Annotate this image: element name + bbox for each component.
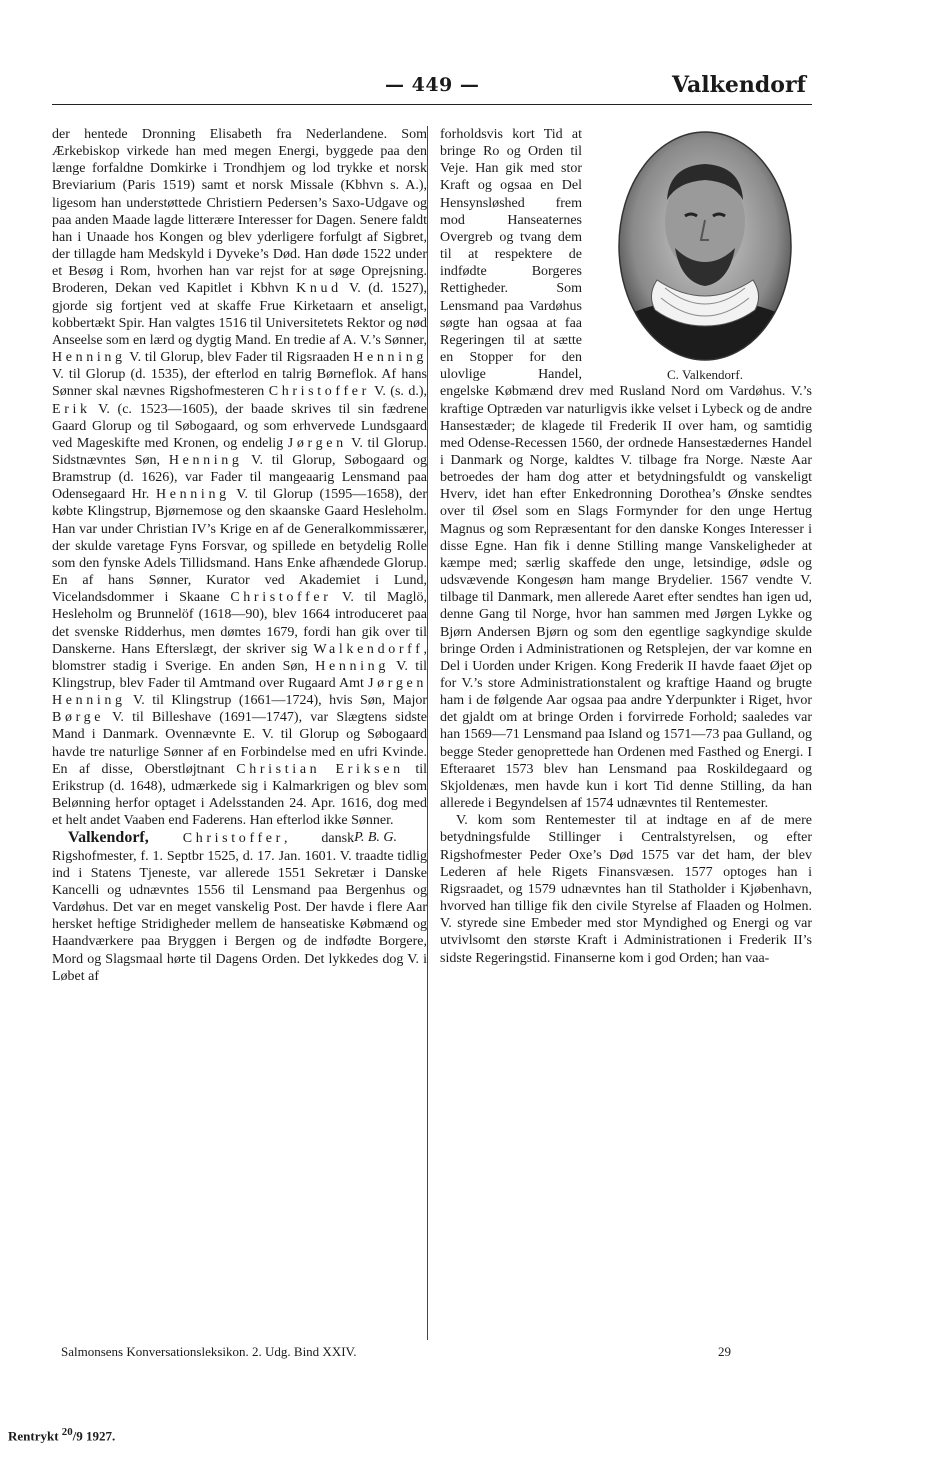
spaced-name: Jørgen Henning — [52, 676, 427, 709]
entry-headword: Valkendorf, — [68, 829, 149, 847]
footer-sheet-number: 29 — [718, 1344, 731, 1359]
continued-paragraph: forholdsvis kort Tid at bringe Ro og Orden til Veje. Han gik med stor Kraft og ogsaa en Del Hensynsløshed frem mod Hanseaternes Overgreb og tvang dem til at respektere de indfødte Borgeres Rettigheder. Som Lensmand paa Vardøhus søgte han ogsaa at faa Regeringen til at sætte en Stopper for den ulovlige Handel, engelske Købmænd drev med Rusland Nord om Vardøhus. V.’s kraftige Optræden var naturligvis ikke velset i Lybeck og de andre Hansestæder; de klagede til Frederik II over ham, og samtidig med Odense-Recessen 1560, der ordnede Hansestædernes Handel i Danmark og Norge, kaldtes V. tilbage fra Norge. Næste Aar betroedes der ham dog atter et betydningsfuldt og vanskeligt Hverv, idet han efter Enkedronning Dorothea’s Ønske sendtes over til Øsel som en Slags Formynder for den unge Hertug Magnus og som Repræsentant for den danske Konges Interesser i disse Egne. Han fik i denne Stilling mange Vanskeligheder at kæmpe med; særlig skaffede den unge, letsindige, ødsle og udsvævende Kongesøn ham mange Brydelier. 1567 vendte V. tilbage til Danmark, men allerede Aaret efter sendtes han igen ud, denne Gang til Norge, hvor han sammen med Jørgen Lykke og Bjørn Andersen Bjørn og som den egentlige sagkyndige skulde bringe Orden i Administrationen og Retsplejen, der var komne en Del i Uorden under Krigen. Kong Frederik II havde faaet Øjet op for V.’s store Administrationstalent og kraftige Haand og brugte ham i de følgende Aar ogsaa paa andre Yderpunkter i Riget, hvor det gjaldt om at bringe Orden i forvirrede Forhold; saaledes var han 1569—71 Lensmand paa Island og 1571—73 paa Gulland, og begge Steder genoprettede han Ordenen med Fasthed og Energi. I Efteraaret 1573 blev han Lensmand paa Roskildegaard og Skjoldenæs, men havde kun i kort Tid denne Stilling, da han allerede i Begyndelsen af 1574 udnævntes til Rentemester. — [440, 127, 812, 812]
spaced-name: Henning — [168, 452, 243, 468]
portrait-engraving-icon — [617, 130, 793, 362]
spaced-name: Børge — [52, 710, 105, 726]
spaced-name: Christoffer — [268, 384, 370, 400]
author-signature: P. B. G. — [354, 830, 397, 846]
spaced-name: Walkendorff — [313, 641, 424, 657]
spaced-name: Jørgen — [287, 435, 347, 451]
portrait-figure — [592, 130, 818, 383]
spaced-name: Christoffer — [230, 590, 332, 606]
entry-name: Christoffer — [182, 831, 284, 847]
column-rule — [427, 126, 428, 1340]
spaced-name: Christian Eriksen — [236, 761, 404, 777]
running-head: Valkendorf — [672, 72, 807, 98]
header-rule — [52, 104, 812, 105]
spaced-name: Henning — [156, 487, 230, 503]
spaced-name: Henning — [52, 350, 126, 366]
left-column — [52, 126, 427, 985]
reprint-note: Rentrykt $^{20}$/9 1927. — [8, 1426, 116, 1444]
rentemester-paragraph: V. kom som Rentemester til at indtage en af de mere betydningsfulde Stillinger i Centralstyrelsen, og efter Rigshofmester Peder Oxe’s Død 1575 var det ham, der blev Lederen af hele Rigets Finansvæsen. 1577 optoges han i Rigsraadet, og 1579 udnævntes han til Statholder i Kjøbenhavn, hvorved han tillige fik den civile Styrelse af Flaaden og Holmen. V. styrede sine Embeder med stor Myndighed og Energi og var utvivlsomt den største Kraft i Administrationen i Frederik II’s sidste Regeringstid. Finanserne kom i god Orden; han vaa- — [440, 813, 812, 966]
portrait-caption: C. Valkendorf. — [667, 367, 743, 382]
spaced-name: Henning — [353, 350, 427, 366]
footer-source: Salmonsens Konversationsleksikon. 2. Udg. Bind XXIV. — [61, 1344, 357, 1359]
spaced-name: Erik — [52, 401, 91, 417]
right-column — [440, 126, 812, 967]
family-paragraph: der hentede Dronning Elisabeth fra Nederlandene. Som Ærkebiskop virkede han med megen Energi, byggede paa den længe forfaldne Domkirke i Trondhjem og lod trykke et norsk Breviarium (Paris 1519) samt et norsk Missale (Kbhvn s. A.), ligesom han understøttede Christiern Pedersen’s Saxo-Udgave og paa anden Maade lagde litterære Interesser for Dagen. Senere faldt han i Unaade hos Kongen og blev yderligere forfulgt af Sigbret, der tillagde ham Medskyld i Dyveke’s Død. Han døde 1522 under et Besøg i Rom, hvorhen han var rejst for at søge Oprejsning. Broderen, Dekan ved Kapitlet i Kbhvn Knud V. (d. 1527), gjorde sig fortjent ved at skaffe Frue Kirketaarn et anseligt, kobbertækt Spir. Han valgtes 1516 til Universitetets Rektor og nød Anseelse som en lærd og dygtig Mand. En tredie af A. V.’s Sønner, Henning V. til Glorup, blev Fader til Rigsraaden Henning V. til Glorup (d. 1535), der efterlod en talrig Børneflok. Af hans Sønner skal nævnes Rigshofmesteren Christoffer V. (s. d.), Erik V. (c. 1523—1605), der baade skrives til sin fædrene Gaard Glorup og til Søbogaard, og som erhvervede Lundsgaard ved Mageskifte med Kronen, og endelig Jørgen V. til Glorup. Sidstnævntes Søn, Henning V. til Glorup, Søbogaard og Bramstrup (d. 1626), var Fader til mangeaarig Lensmand paa Odensegaard Hr. Henning V. til Glorup (1595—1658), der købte Klingstrup, Bjørnemose og den skaanske Gaard Hesleholm. Han var under Christian IV’s Krige en af de Generalkommissærer, der skulde varetage Fyns Forsvar, og spillede en betydelig Rolle som den fynske Adels Tillidsmand. Hans Enke afhændede Glorup. En af hans Sønner, Kurator ved Akademiet i Lund, Vicelandsdommer i Skaane Christoffer V. til Maglö, Hesleholm og Brunnelöf (1618—90), blev 1664 introduceret paa det svenske Ridderhus, men dømtes 1679, fordi han gik over til Danskerne. Hans Efterslægt, der skriver sig Walkendorff, blomstrer stadig i Sverige. En anden Søn, Henning V. til Klingstrup, blev Fader til Amtmand over Rugaard Amt Jørgen Henning V. til Klingstrup (1661—1724), hvis Søn, Major Børge V. til Billeshave (1691—1747), var Slægtens sidste Mand i Danmark. Ovennævnte E. V. til Glorup og Søbogaard havde tre naturlige Sønner af en Forbindelse med en ufri Kvinde. En af disse, Oberstløjtnant Christian Eriksen til Erikstrup (d. 1648), udmærkede sig i Kalmarkrigen og blev som Belønning herfor optaget i Adelsstanden 24. Apr. 1616, dog med et helt andet Vaaben end Faderens. Han efterlod ikke Sønner. P. B. G. — [52, 127, 427, 846]
spaced-name: Knud — [296, 281, 342, 297]
spaced-name: Henning — [315, 658, 389, 674]
page-number: — 449 — — [385, 74, 480, 96]
entry-paragraph: Valkendorf, Christoffer, dansk Rigshofmester, f. 1. Septbr 1525, d. 17. Jan. 1601. V. traadte tidlig ind i Statens Tjeneste, var allerede 1551 Sekretær i Danske Kancelli og udnævntes 1556 til Lensmand paa Bergenhus og Vardøhus. Det var en meget vanskelig Post. Der havde i flere Aar hersket heftige Stridigheder mellem de hanseatiske Købmænd og Haandværkere paa Bryggen i Bergen og de indfødte Borgere, Mord og Slagsmaal hørte til Dagens Orden. Det lykkedes dog V. i Løbet af — [52, 829, 427, 984]
